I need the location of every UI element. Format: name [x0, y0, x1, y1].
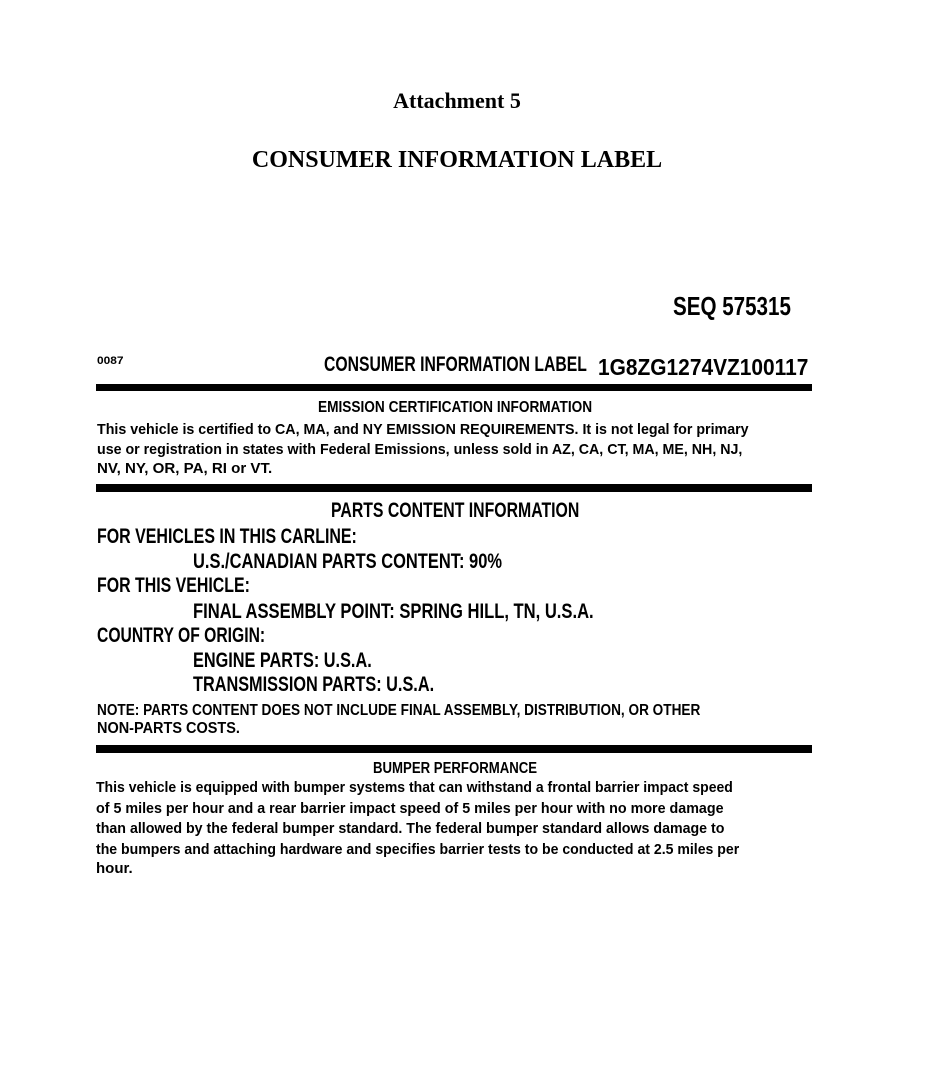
divider-rule — [96, 484, 812, 492]
emission-line: NV, NY, OR, PA, RI or VT. — [97, 460, 273, 477]
divider-rule — [96, 384, 812, 391]
parts-note: NOTE: PARTS CONTENT DOES NOT INCLUDE FINAL ASSEMBLY, DISTRIBUTION, OR OTHER — [97, 702, 701, 719]
bumper-line: the bumpers and attaching hardware and specifies barrier tests to be conducted at 2.5 miles per — [96, 841, 740, 858]
attachment-heading: Attachment 5 — [393, 88, 521, 113]
emission-line: use or registration in states with Federal Emissions, unless sold in AZ, CA, CT, MA, ME, NH, NJ, — [97, 441, 743, 458]
parts-heading: PARTS CONTENT INFORMATION — [331, 499, 580, 522]
emission-line: This vehicle is certified to CA, MA, and NY EMISSION REQUIREMENTS. It is not legal for primary — [97, 421, 749, 438]
parts-content-value: U.S./CANADIAN PARTS CONTENT: 90% — [193, 550, 503, 573]
label-code: 0087 — [97, 355, 124, 367]
label-title: CONSUMER INFORMATION LABEL — [324, 353, 587, 376]
vehicle-label: FOR THIS VEHICLE: — [97, 574, 250, 597]
bumper-line: hour. — [96, 860, 133, 877]
document-title: CONSUMER INFORMATION LABEL — [251, 147, 663, 173]
transmission-parts: TRANSMISSION PARTS: U.S.A. — [193, 673, 435, 696]
carline-label: FOR VEHICLES IN THIS CARLINE: — [97, 525, 357, 548]
parts-note: NON-PARTS COSTS. — [97, 720, 240, 737]
assembly-point: FINAL ASSEMBLY POINT: SPRING HILL, TN, U.S.A. — [193, 600, 594, 623]
divider-rule — [96, 745, 812, 753]
origin-label: COUNTRY OF ORIGIN: — [97, 624, 266, 647]
seq-number: SEQ 575315 — [673, 291, 791, 321]
bumper-heading: BUMPER PERFORMANCE — [373, 760, 538, 777]
emission-heading: EMISSION CERTIFICATION INFORMATION — [318, 399, 593, 416]
bumper-line: This vehicle is equipped with bumper systems that can withstand a frontal barrier impact speed — [96, 779, 733, 796]
vin-number: 1G8ZG1274VZ100117 — [598, 354, 809, 380]
bumper-line: of 5 miles per hour and a rear barrier impact speed of 5 miles per hour with no more damage — [96, 800, 724, 817]
bumper-line: than allowed by the federal bumper standard. The federal bumper standard allows damage to — [96, 820, 725, 837]
engine-parts: ENGINE PARTS: U.S.A. — [193, 649, 372, 672]
